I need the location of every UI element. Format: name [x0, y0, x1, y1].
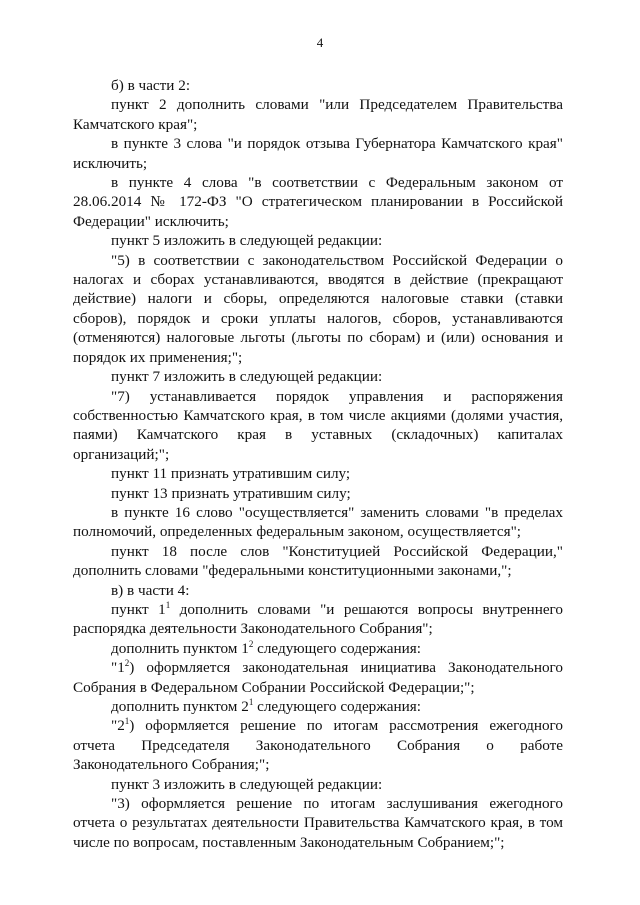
text-run: "1: [111, 659, 125, 677]
text-run: дополнить пунктом 1: [111, 639, 249, 657]
text-run: ) оформляется решение по итогам рассмотрения ежегодного отчета Председателя Законодательного Собрания о работе Законодательного Собрания;";: [73, 717, 563, 774]
paragraph: пункт 18 после слов "Конституцией Российской Федерации," дополнить словами "федеральными конституционными законами,";: [73, 542, 563, 580]
paragraph: [73, 658, 563, 697]
paragraph: в пункте 3 слова "и порядок отзыва Губернатора Камчатского края" исключить;: [73, 135, 563, 172]
paragraph: в) в части 4:: [111, 581, 190, 599]
superscript: 1: [165, 599, 171, 610]
paragraph: б) в части 2:: [111, 77, 191, 94]
superscript: 1: [124, 716, 130, 727]
paragraph: [73, 639, 563, 658]
paragraph: пункт 7 изложить в следующей редакции:: [111, 368, 383, 386]
superscript: 2: [124, 658, 130, 669]
text-run: следующего содержания:: [253, 639, 421, 657]
paragraph: "7) устанавливается порядок управления и распоряжения собственностью Камчатского края, в том числе акциями (долями участия, паями) Камчатского края в уставных (складочных) капиталах организаций;";: [73, 387, 563, 463]
text-run: дополнить словами "и решаются вопросы внутреннего распорядка деятельности Законодательного Собрания";: [73, 600, 564, 638]
superscript: 1: [248, 696, 254, 707]
paragraph: "5) в соответствии с законодательством Российской Федерации о налогах и сборах устанавливаются, вводятся в действие (прекращают действие) налоги и сборы, определяются налоговые ставки (ставки сборов), порядок и сроки уплаты налогов, сборов, устанавливаются (отменяются) налоговые льготы (льготы по сборам) и (или) основания и порядок их применения;";: [73, 251, 563, 366]
paragraph: [73, 716, 563, 774]
paragraph: пункт 13 признать утратившим силу;: [111, 484, 351, 502]
text-run: пункт 1: [111, 600, 166, 618]
paragraph: пункт 11 признать утратившим силу;: [111, 465, 351, 483]
paragraph: в пункте 16 слово "осуществляется" заменить словами "в пределах полномочий, определенных федеральным законом, осуществляется";: [73, 503, 563, 541]
superscript: 2: [248, 638, 254, 649]
paragraph: в пункте 4 слова "в соответствии с Федеральным законом от 28.06.2014 № 172-ФЗ "О стратегическом планировании в Российской Федерации" исключить;: [73, 174, 563, 230]
paragraph: пункт 2 дополнить словами "или Председателем Правительства Камчатского края";: [73, 96, 563, 133]
paragraph: [73, 697, 563, 716]
paragraph: пункт 5 изложить в следующей редакции:: [111, 232, 383, 250]
text-run: дополнить пунктом 2: [111, 698, 249, 715]
paragraph: пункт 3 изложить в следующей редакции:: [111, 775, 383, 793]
paragraph: [73, 600, 563, 639]
paragraph: "3) оформляется решение по итогам заслушивания ежегодного отчета о результатах деятельности Правительства Камчатского края, в том числе по вопросам, поставленным Законодательным Собранием;";: [73, 795, 563, 851]
document-body: [73, 76, 563, 852]
page-number: 4: [316, 35, 324, 50]
text-run: следующего содержания:: [253, 698, 421, 715]
text-run: "2: [111, 717, 125, 735]
text-run: ) оформляется законодательная инициатива Законодательного Собрания в Федеральном Собрании Российской Федерации;";: [73, 659, 563, 696]
